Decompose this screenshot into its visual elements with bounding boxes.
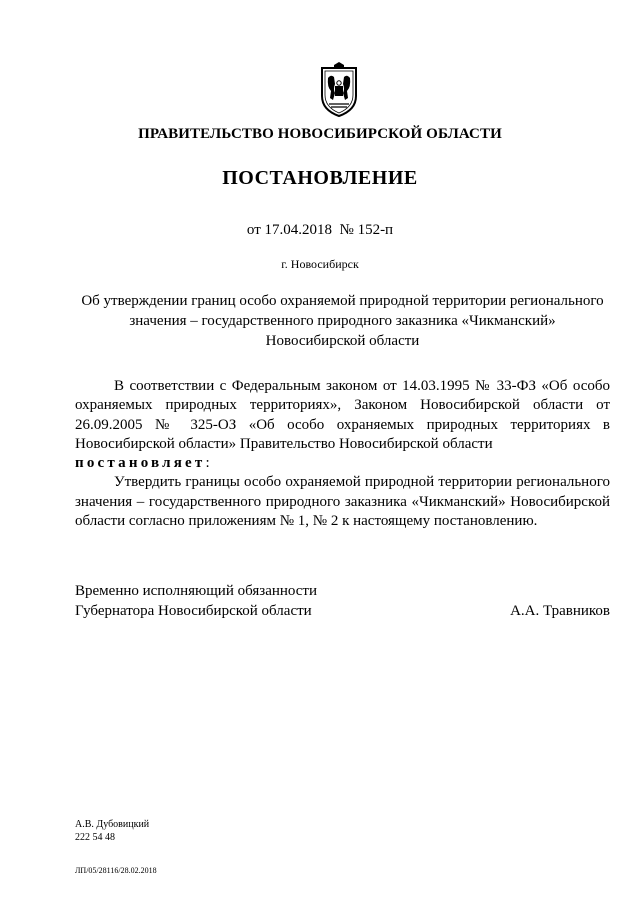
document-date: 17.04.2018: [264, 222, 332, 238]
decree-word: постановляет: [75, 455, 206, 472]
coat-of-arms-icon: [317, 62, 361, 118]
signature-block: [75, 581, 610, 621]
decree-line: [75, 454, 610, 473]
executor-block: [75, 818, 149, 844]
document-subject: [75, 291, 610, 351]
clause-paragraph: Утвердить границы особо охраняемой природной территории регионального значения – государственного природного заказника «Чикманский» Новосибирской области согласно приложениям № 1, № 2 к настоящему постановлению.: [75, 474, 610, 530]
signature-row: [75, 601, 610, 621]
signer-position-line: Временно исполняющий обязанности: [75, 583, 318, 599]
executor-name: А.В. Дубовицкий: [75, 819, 150, 830]
organization-title: ПРАВИТЕЛЬСТВО НОВОСИБИРСКОЙ ОБЛАСТИ: [138, 126, 502, 142]
subject-line: значения – государственного природного заказника «Чикманский»: [129, 313, 556, 329]
registration-number: ЛП/05/28116/28.02.2018: [75, 866, 157, 875]
date-prefix: от: [246, 222, 261, 238]
subject-line: Об утверждении границ особо охраняемой природной территории регионального: [81, 293, 604, 309]
signer-name: А.А. Травников: [510, 603, 610, 619]
document-type-title: ПОСТАНОВЛЕНИЕ: [222, 167, 418, 189]
document-number: 152-п: [357, 222, 394, 238]
document-body: [75, 377, 610, 531]
subject-line: Новосибирской области: [265, 333, 420, 349]
decree-colon: :: [205, 455, 210, 472]
city-line: г. Новосибирск: [281, 257, 359, 271]
signer-position-line: Губернатора Новосибирской области: [75, 603, 312, 619]
date-number-line: [0, 222, 640, 239]
executor-phone: 222 54 48: [75, 832, 115, 843]
preamble-text: В соответствии с Федеральным законом от 14.03.1995 № 33-ФЗ «Об особо охраняемых природных территориях», Законом Новосибирской области от 26.09.2005 № 325-ОЗ «Об особо охраняемых природных территориях в Новосибирской области» Правительство Новосибирской области: [75, 378, 610, 452]
number-label: №: [339, 222, 354, 238]
preamble-paragraph: [75, 377, 610, 454]
